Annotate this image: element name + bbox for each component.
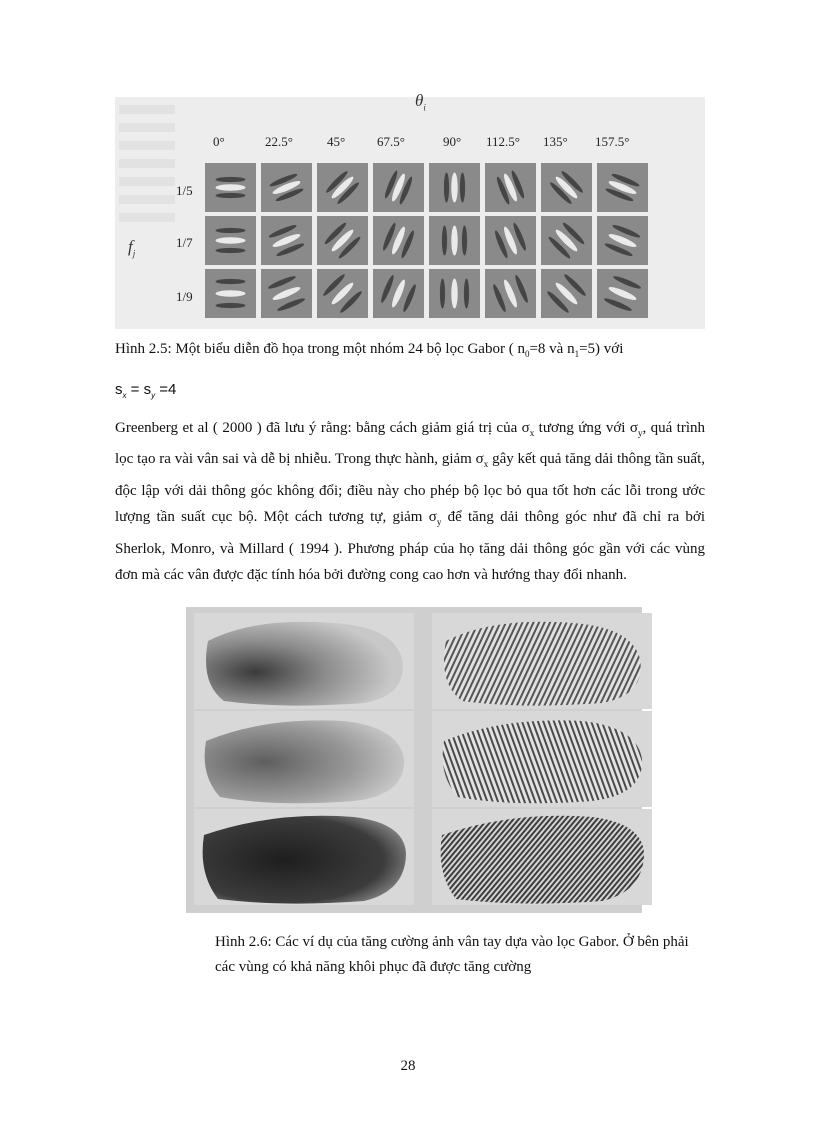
figure-2-6-caption: Hình 2.6: Các ví dụ của tăng cường ảnh vân tay dựa vào lọc Gabor. Ở bên phải các vùng có khả năng khôi phục đã được tăng cường	[215, 934, 689, 975]
gabor-filter-tile	[597, 216, 648, 265]
gabor-filter-tile	[205, 269, 256, 318]
gabor-filter-tile	[205, 216, 256, 265]
angle-label: 135°	[543, 134, 568, 149]
gabor-filter-tile	[373, 269, 424, 318]
fingerprint-enhanced-2	[432, 711, 652, 807]
scan-artifact	[119, 105, 175, 225]
figure-2-5-caption: Hình 2.5: Một biểu diễn đồ họa trong một nhóm 24 bộ lọc Gabor ( $n_0=8$ và $n_1=5$) với	[115, 341, 624, 359]
gabor-filter-tile	[317, 163, 368, 212]
gabor-filter-tile	[373, 163, 424, 212]
gabor-filter-tile	[373, 216, 424, 265]
gabor-filter-tile	[261, 216, 312, 265]
gabor-filter-tile	[205, 163, 256, 212]
fingerprint-enhanced-1	[432, 613, 652, 709]
body-paragraph: Greenberg et al ( 2000 ) đã lưu ý rằng: bằng cách giảm giá trị của $\sigma_x$ tương ứng với $\sigma_y$, quá trình lọc tạo ra vài vân sai và dễ bị nhiễu. Trong thực hành, giảm $\sigma_x$ gây kết quả tăng dải thông tần suất, độc lập với dải thông góc không đổi; điều này cho phép bộ lọc bỏ qua tốt hơn các lỗi trong ước lượng tần suất cục bộ. Một cách tương tự, giảm $\sigma_y$ để tăng dải thông góc như đã chỉ ra bởi Sherlok, Monro, và Millard ( 1994 ). Phương pháp của họ tăng dải thông góc gần với các vùng đơn mà các vân được đặc tính hóa bởi đường cong cao hơn và hướng thay đổi nhanh.	[115, 420, 706, 584]
gabor-filter-tile	[261, 269, 312, 318]
fingerprint-original-2	[194, 711, 414, 807]
gabor-filter-tile	[317, 269, 368, 318]
frequency-axis-label: $f_j$	[128, 237, 136, 259]
gabor-filter-tile	[317, 216, 368, 265]
angle-label: 90°	[443, 134, 462, 149]
fingerprint-enhancement-figure	[186, 607, 642, 913]
gabor-filter-tile	[485, 163, 536, 212]
fingerprint-original-3	[194, 809, 414, 905]
gabor-filter-tile	[261, 163, 312, 212]
frequency-label: 1/9	[176, 289, 193, 304]
fingerprint-original-1	[194, 613, 414, 709]
gabor-filter-tile	[485, 216, 536, 265]
gabor-filter-tile	[485, 269, 536, 318]
gabor-filter-tile	[541, 216, 592, 265]
frequency-label: 1/7	[176, 235, 193, 250]
angle-label: 0°	[213, 134, 225, 149]
angle-label: 67.5°	[377, 134, 405, 149]
gabor-filter-tile	[541, 163, 592, 212]
page-number: 28	[400, 1058, 416, 1074]
gabor-filter-tile	[429, 163, 480, 212]
fingerprint-enhanced-3	[432, 809, 652, 905]
angle-label: 157.5°	[595, 134, 630, 149]
gabor-filter-tile	[429, 269, 480, 318]
theta-axis-label: $\theta_i$	[415, 91, 426, 113]
gabor-filter-figure	[115, 91, 705, 329]
gabor-filter-tile	[597, 163, 648, 212]
gabor-filter-tile	[429, 216, 480, 265]
angle-label: 45°	[327, 134, 346, 149]
gabor-filter-tile	[597, 269, 648, 318]
gabor-filter-tile	[541, 269, 592, 318]
angle-label: 112.5°	[486, 134, 520, 149]
frequency-label: 1/5	[176, 183, 193, 198]
sigma-equation: $s_x = s_y =4$	[115, 381, 177, 400]
angle-label: 22.5°	[265, 134, 293, 149]
